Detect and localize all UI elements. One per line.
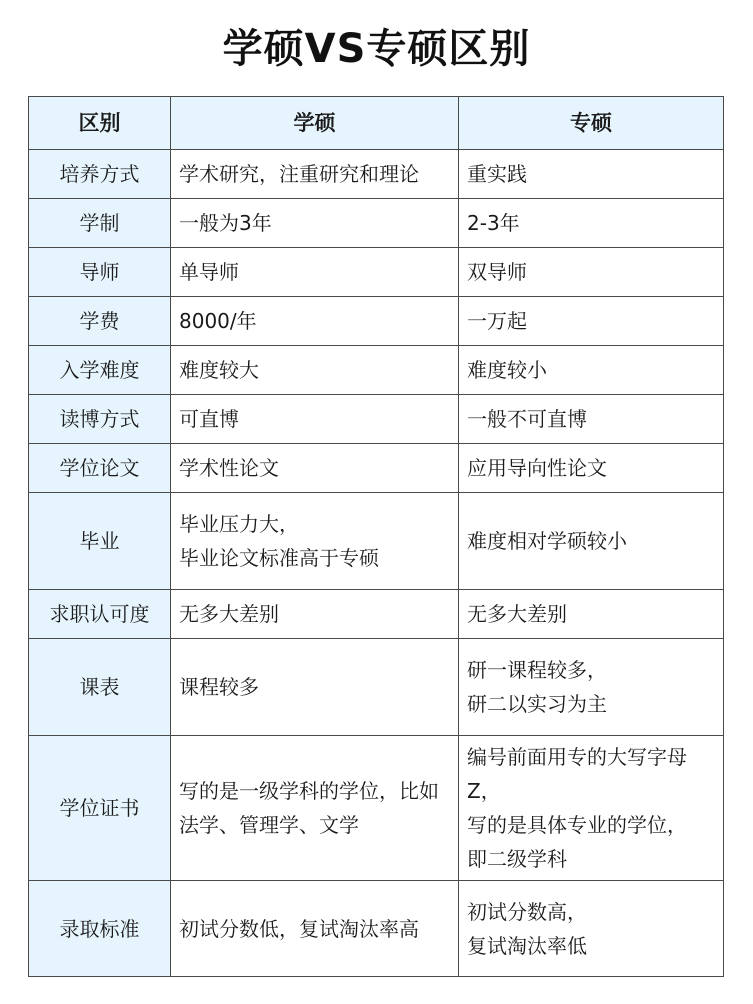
row-key: 学制 xyxy=(29,199,171,248)
table-row xyxy=(29,590,724,639)
row-key: 录取标准 xyxy=(29,881,171,977)
xueshuo-cell: 难度较大 xyxy=(171,346,459,395)
zhuanshuo-cell: 编号前面用专的大写字母Z， 写的是具体专业的学位， 即二级学科 xyxy=(459,736,724,881)
table-row xyxy=(29,248,724,297)
xueshuo-cell: 单导师 xyxy=(171,248,459,297)
table-row xyxy=(29,736,724,881)
zhuanshuo-cell: 无多大差别 xyxy=(459,590,724,639)
zhuanshuo-cell: 应用导向性论文 xyxy=(459,444,724,493)
row-key: 学位证书 xyxy=(29,736,171,881)
xueshuo-cell: 课程较多 xyxy=(171,639,459,736)
table-row xyxy=(29,150,724,199)
header-cell-zhuanshuo: 专硕 xyxy=(459,97,724,150)
zhuanshuo-cell: 双导师 xyxy=(459,248,724,297)
xueshuo-cell: 初试分数低，复试淘汰率高 xyxy=(171,881,459,977)
row-key: 毕业 xyxy=(29,493,171,590)
row-key: 导师 xyxy=(29,248,171,297)
row-key: 学位论文 xyxy=(29,444,171,493)
comparison-table xyxy=(28,96,724,977)
row-key: 培养方式 xyxy=(29,150,171,199)
table-row xyxy=(29,199,724,248)
zhuanshuo-cell: 难度相对学硕较小 xyxy=(459,493,724,590)
row-key: 读博方式 xyxy=(29,395,171,444)
table-header-row xyxy=(29,97,724,150)
zhuanshuo-cell: 一般不可直博 xyxy=(459,395,724,444)
xueshuo-cell: 学术性论文 xyxy=(171,444,459,493)
xueshuo-cell: 可直博 xyxy=(171,395,459,444)
row-key: 课表 xyxy=(29,639,171,736)
zhuanshuo-cell: 难度较小 xyxy=(459,346,724,395)
zhuanshuo-cell: 初试分数高， 复试淘汰率低 xyxy=(459,881,724,977)
xueshuo-cell: 学术研究，注重研究和理论 xyxy=(171,150,459,199)
zhuanshuo-cell: 2-3年 xyxy=(459,199,724,248)
row-key: 求职认可度 xyxy=(29,590,171,639)
table-row xyxy=(29,346,724,395)
xueshuo-cell: 写的是一级学科的学位，比如 法学、管理学、文学 xyxy=(171,736,459,881)
xueshuo-cell: 无多大差别 xyxy=(171,590,459,639)
header-cell-xueshuo: 学硕 xyxy=(171,97,459,150)
table-row xyxy=(29,444,724,493)
table-row xyxy=(29,297,724,346)
row-key: 学费 xyxy=(29,297,171,346)
header-cell-category: 区别 xyxy=(29,97,171,150)
table-row xyxy=(29,881,724,977)
table-row xyxy=(29,395,724,444)
xueshuo-cell: 一般为3年 xyxy=(171,199,459,248)
page-title: 学硕VS专硕区别 xyxy=(222,26,531,72)
xueshuo-cell: 毕业压力大， 毕业论文标准高于专硕 xyxy=(171,493,459,590)
row-key: 入学难度 xyxy=(29,346,171,395)
zhuanshuo-cell: 重实践 xyxy=(459,150,724,199)
zhuanshuo-cell: 研一课程较多， 研二以实习为主 xyxy=(459,639,724,736)
table-row xyxy=(29,493,724,590)
xueshuo-cell: 8000/年 xyxy=(171,297,459,346)
table-row xyxy=(29,639,724,736)
zhuanshuo-cell: 一万起 xyxy=(459,297,724,346)
